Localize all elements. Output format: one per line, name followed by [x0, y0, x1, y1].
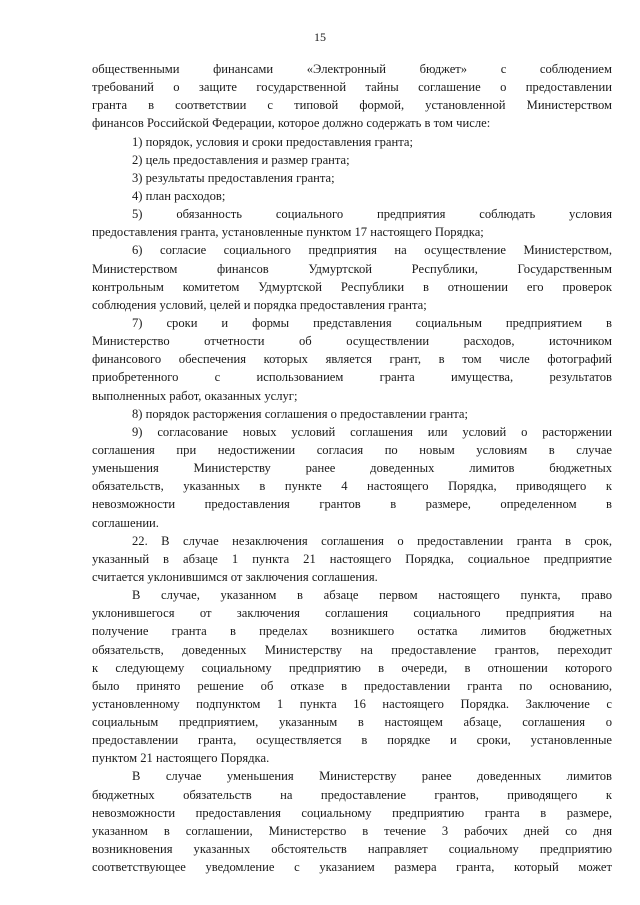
text-line: приобретенного с использованием гранта имущества, результатов — [92, 370, 612, 385]
text-line: контрольным комитетом Удмуртской Республики в отношении его проверок — [92, 279, 612, 294]
body-text — [92, 60, 612, 876]
text-line: 9) согласование новых условий соглашения или условий о расторжении — [132, 424, 612, 439]
text-line: 4) план расходов; — [132, 188, 226, 203]
text-line: Министерством финансов Удмуртской Республики, Государственным — [92, 261, 612, 276]
text-line: предоставлении гранта, осуществляется в порядке и сроки, установленные — [92, 733, 612, 748]
text-line: выполненных работ, оказанных услуг; — [92, 388, 298, 403]
text-line: 8) порядок расторжения соглашения о предоставлении гранта; — [132, 406, 469, 421]
text-line: пунктом 21 настоящего Порядка. — [92, 751, 270, 766]
text-line: невозможности предоставления социальному предприятию гранта в размере, — [92, 805, 612, 820]
text-line: обязательств, указанных в пункте 4 настоящего Порядка, приводящего к — [92, 479, 612, 494]
text-line: социальным предприятием, указанным в настоящем абзаце, соглашения о — [92, 715, 612, 730]
text-line: невозможности предоставления грантов в размере, определенном в — [92, 497, 612, 512]
text-line: к следующему социальному предприятию в очереди, в отношении которого — [92, 660, 612, 675]
text-line: бюджетных обязательств на предоставление грантов, приводящего к — [92, 787, 612, 802]
text-line: соглашения при недостижении согласия по новым условиям в случае — [92, 442, 612, 457]
text-line: 6) согласие социального предприятия на осуществление Министерством, — [132, 243, 612, 258]
text-line: 5) обязанность социального предприятия соблюдать условия — [132, 207, 612, 222]
text-line: Министерство отчетности об осуществлении расходов, источником — [92, 334, 612, 349]
text-line: 22. В случае незаключения соглашения о предоставлении гранта в срок, — [132, 533, 612, 548]
text-line: 1) порядок, условия и сроки предоставления гранта; — [132, 134, 413, 149]
text-line: финансового обеспечения которых является грант, в том числе фотографий — [92, 352, 612, 367]
text-line: финансов Российской Федерации, которое должно содержать в том числе: — [92, 116, 491, 131]
text-line: получение гранта в пределах возникшего остатка лимитов бюджетных — [92, 624, 612, 639]
text-line: гранта в соответствии с типовой формой, установленной Министерством — [92, 98, 612, 113]
text-line: соответствующее уведомление с указанием размера гранта, который может — [92, 860, 612, 875]
text-line: соглашении. — [92, 515, 159, 530]
text-line: уклонившегося от заключения соглашения социального предприятия на — [92, 606, 612, 621]
text-line: 7) сроки и формы представления социальным предприятием в — [132, 315, 612, 330]
text-line: указанном в соглашении, Министерство в течение 3 рабочих дней со дня — [92, 823, 612, 838]
page-number: 15 — [314, 30, 326, 44]
text-line: указанный в абзаце 1 пункта 21 настоящего Порядка, социальное предприятие — [92, 551, 612, 566]
text-line: соблюдения условий, целей и порядка предоставления гранта; — [92, 297, 427, 312]
text-line: уменьшения Министерству ранее доведенных лимитов бюджетных — [92, 461, 612, 476]
text-line: 3) результаты предоставления гранта; — [132, 170, 335, 185]
text-line: общественными финансами «Электронный бюджет» с соблюдением — [92, 62, 612, 76]
text-line: В случае уменьшения Министерству ранее доведенных лимитов — [132, 769, 612, 784]
text-line: возникновения указанных обстоятельств направляет социальному предприятию — [92, 842, 612, 857]
text-line: предоставления гранта, установленные пунктом 17 настоящего Порядка; — [92, 225, 484, 240]
text-line: считается уклонившимся от заключения соглашения. — [92, 569, 378, 584]
text-line: В случае, указанном в абзаце первом настоящего пункта, право — [132, 588, 612, 603]
text-line: 2) цель предоставления и размер гранта; — [132, 152, 350, 167]
text-line: установленному подпунктом 1 пункта 16 настоящего Порядка. Заключение с — [92, 696, 612, 711]
text-line: обязательств, доведенных Министерству на предоставление грантов, переходит — [92, 642, 612, 657]
text-line: было принято решение об отказе в предоставлении гранта по основанию, — [92, 678, 612, 693]
text-line: требований о защите государственной тайны соглашение о предоставлении — [92, 80, 612, 95]
